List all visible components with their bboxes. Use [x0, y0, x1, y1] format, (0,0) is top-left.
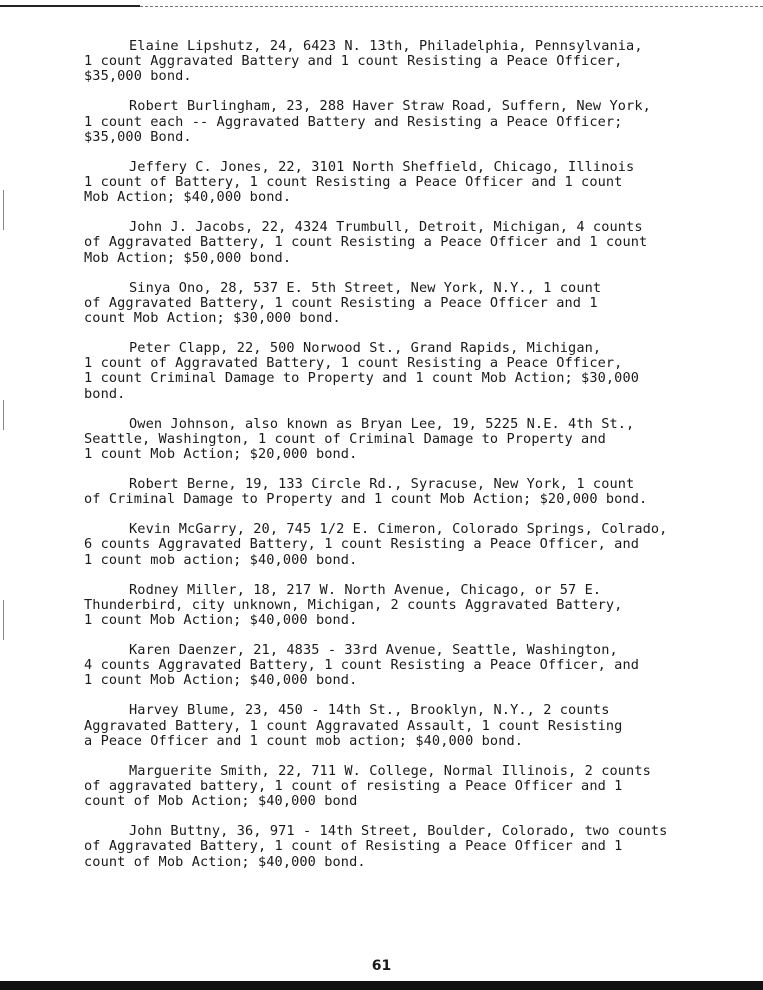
defendant-entry: Kevin McGarry, 20, 745 1/2 E. Cimeron, Colorado Springs, Colrado, 6 counts Aggravated Battery, 1 count Resisting a Peace Officer, and 1 count mob action; $40,000 bond.	[84, 521, 668, 568]
defendant-entry: John J. Jacobs, 22, 4324 Trumbull, Detroit, Michigan, 4 counts of Aggravated Battery, 1 count Resisting a Peace Officer and 1 count Mob Action; $50,000 bond.	[84, 219, 648, 266]
top-scan-mark	[0, 5, 140, 7]
document-body	[84, 39, 714, 885]
defendant-entry: Harvey Blume, 23, 450 - 14th St., Brooklyn, N.Y., 2 counts Aggravated Battery, 1 count Aggravated Assault, 1 count Resisting a Peace Officer and 1 count mob action; $40,000 bond.	[84, 702, 623, 749]
defendant-entry: Marguerite Smith, 22, 711 W. College, Normal Illinois, 2 counts of aggravated battery, 1 count of resisting a Peace Officer and 1 count of Mob Action; $40,000 bond	[84, 762, 651, 810]
left-scan-mark	[3, 600, 4, 640]
defendant-entry: Peter Clapp, 22, 500 Norwood St., Grand Rapids, Michigan, 1 count of Aggravated Battery, 1 count Resisting a Peace Officer, 1 count Criminal Damage to Property and 1 count Mob Action; $30,000 bond.	[84, 340, 640, 402]
page-number: 61	[371, 958, 392, 974]
bottom-scan-edge	[0, 981, 763, 990]
defendant-entry: Rodney Miller, 18, 217 W. North Avenue, Chicago, or 57 E. Thunderbird, city unknown, Michigan, 2 counts Aggravated Battery, 1 count Mob Action; $40,000 bond.	[84, 581, 623, 629]
defendant-entry: Elaine Lipshutz, 24, 6423 N. 13th, Philadelphia, Pennsylvania, 1 count Aggravated Battery and 1 count Resisting a Peace Officer, $35,000 bond.	[84, 38, 643, 85]
defendant-entry: Robert Berne, 19, 133 Circle Rd., Syracuse, New York, 1 count of Criminal Damage to Property and 1 count Mob Action; $20,000 bond.	[84, 476, 648, 508]
defendant-entry: Karen Daenzer, 21, 4835 - 33rd Avenue, Seattle, Washington, 4 counts Aggravated Battery, 1 count Resisting a Peace Officer, and 1 count Mob Action; $40,000 bond.	[84, 642, 640, 689]
defendant-entry: Sinya Ono, 28, 537 E. 5th Street, New York, N.Y., 1 count of Aggravated Battery, 1 count Resisting a Peace Officer and 1 count Mob Action; $30,000 bond.	[84, 279, 602, 327]
defendant-entry: Robert Burlingham, 23, 288 Haver Straw Road, Suffern, New York, 1 count each -- Aggravated Battery and Resisting a Peace Officer; $35,000 Bond.	[84, 98, 651, 145]
defendant-entry: John Buttny, 36, 971 - 14th Street, Boulder, Colorado, two counts of Aggravated Battery, 1 count of Resisting a Peace Officer and 1 count of Mob Action; $40,000 bond.	[84, 823, 668, 870]
left-scan-mark	[3, 400, 4, 430]
left-scan-mark	[3, 190, 4, 230]
defendant-entry: Owen Johnson, also known as Bryan Lee, 19, 5225 N.E. 4th St., Seattle, Washington, 1 count of Criminal Damage to Property and 1 count Mob Action; $20,000 bond.	[84, 415, 635, 463]
defendant-entry: Jeffery C. Jones, 22, 3101 North Sheffield, Chicago, Illinois 1 count of Battery, 1 count Resisting a Peace Officer and 1 count Mob Action; $40,000 bond.	[84, 158, 635, 206]
